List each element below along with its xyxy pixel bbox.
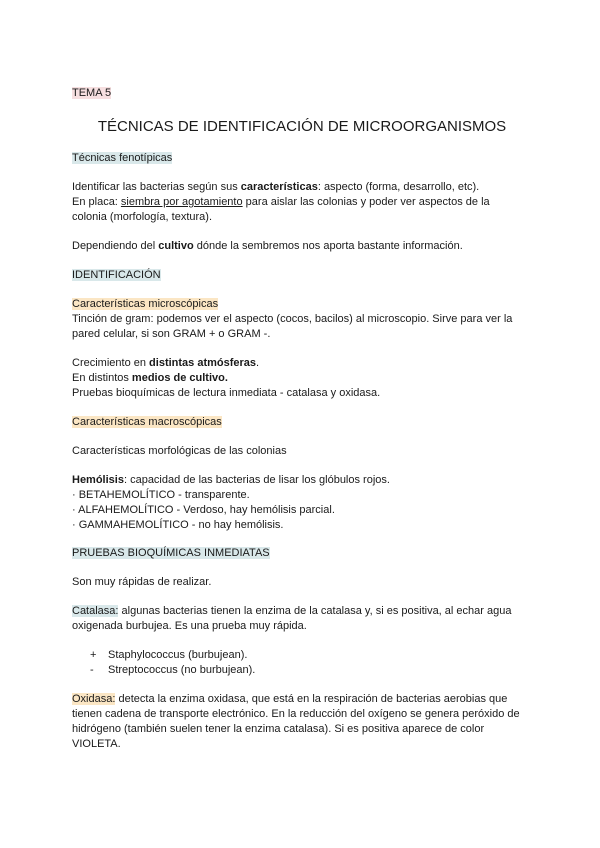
paragraph-oxidasa: Oxidasa: detecta la enzima oxidasa, que está en la respiración de bacterias aerobias que (72, 693, 508, 705)
paragraph-oxidasa-3: hidrógeno (también suelen tener la enzima catalasa). Si es positiva aparece de color (72, 723, 485, 735)
paragraph-oxidasa-2: tienen cadena de transporte electrónico. En la reducción del oxígeno se genera peróxido de (72, 708, 520, 720)
paragraph-hemolisis: Hemólisis: capacidad de las bacterias de lisar los glóbulos rojos. (72, 474, 390, 486)
paragraph-placa: En placa: siembra por agotamiento para aislar las colonias y poder ver aspectos de la (72, 196, 490, 208)
subheading-microscopicas: Características microscópicas (72, 298, 219, 310)
paragraph-cultivo: Dependiendo del cultivo dónde la sembremos nos aporta bastante información. (72, 240, 463, 252)
list-marker: + (90, 649, 97, 661)
section-heading-fenotipicas: Técnicas fenotípicas (72, 152, 173, 164)
paragraph-gram-1: Tinción de gram: podemos ver el aspecto (cocos, bacilos) al microscopio. Sirve para ver la (72, 313, 513, 325)
paragraph-crecimiento: Crecimiento en distintas atmósferas. (72, 357, 260, 369)
section-heading-identificacion: IDENTIFICACIÓN (72, 269, 161, 281)
subheading-macroscopicas: Características macroscópicas (72, 416, 222, 428)
section-heading-pruebas: PRUEBAS BIOQUÍMICAS INMEDIATAS (72, 547, 270, 559)
list-item: · ALFAHEMOLÍTICO - Verdoso, hay hemólisis parcial. (72, 504, 335, 516)
list-marker: - (90, 664, 94, 676)
paragraph-catalasa: Catalasa: algunas bacterias tienen la enzima de la catalasa y, si es positiva, al echar agua (72, 605, 512, 617)
paragraph-medios: En distintos medios de cultivo. (72, 372, 228, 384)
page-title: TÉCNICAS DE IDENTIFICACIÓN DE MICROORGANISMOS (97, 118, 507, 135)
topic-label: TEMA 5 (72, 87, 112, 99)
list-item: · GAMMAHEMOLÍTICO - no hay hemólisis. (72, 519, 284, 531)
paragraph-catalasa-cont: oxigenada burbujea. Es una prueba muy rápida. (72, 620, 307, 632)
list-item: - Streptococcus (no burbujean). (90, 664, 256, 676)
paragraph-placa-cont: colonia (morfología, textura). (72, 211, 213, 223)
paragraph-pruebas: Pruebas bioquímicas de lectura inmediata - catalasa y oxidasa. (72, 387, 381, 399)
list-item: · BETAHEMOLÍTICO - transparente. (72, 489, 250, 501)
list-item: + Staphylococcus (burbujean). (90, 649, 248, 661)
paragraph-morfologicas: Características morfológicas de las colonias (72, 445, 287, 457)
paragraph-oxidasa-4: VIOLETA. (72, 738, 121, 750)
paragraph-gram-2: pared celular, si son GRAM + o GRAM -. (72, 328, 271, 340)
paragraph-identificar: Identificar las bacterias según sus características: aspecto (forma, desarrollo, etc). (72, 181, 480, 193)
paragraph-rapidas: Son muy rápidas de realizar. (72, 576, 212, 588)
